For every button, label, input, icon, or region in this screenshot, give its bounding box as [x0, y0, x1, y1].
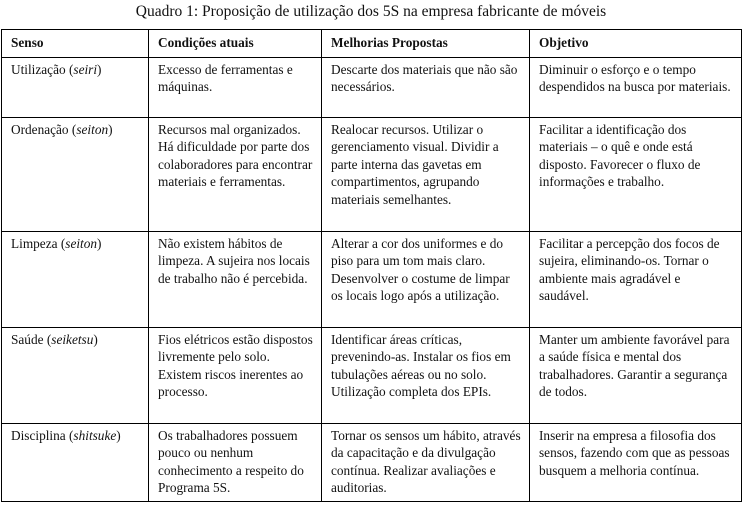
senso-name: Limpeza	[11, 236, 58, 251]
cell-condicoes: Os trabalhadores possuem pouco ou nenhum conhecimento a respeito do Programa 5S.	[149, 424, 322, 502]
cell-melhorias: Identificar áreas críticas, prevenindo-as. Instalar os fios em tubulações aéreas ou no solo. Utilização completa dos EPIs.	[322, 328, 530, 424]
table-header-row	[2, 30, 742, 58]
cell-senso: Utilização (seiri)	[2, 58, 149, 118]
senso-term: seiketsu	[51, 332, 94, 347]
cell-senso: Disciplina (shitsuke)	[2, 424, 149, 502]
cell-condicoes: Excesso de ferramentas e máquinas.	[149, 58, 322, 118]
senso-name: Saúde	[11, 332, 44, 347]
header-senso: Senso	[2, 30, 149, 58]
senso-term: seiton	[76, 122, 109, 137]
cell-condicoes: Fios elétricos estão dispostos livremente pelo solo. Existem riscos inerentes ao processo.	[149, 328, 322, 424]
table-row	[2, 232, 742, 328]
table-row	[2, 328, 742, 424]
header-objetivo: Objetivo	[530, 30, 742, 58]
table-caption: Quadro 1: Proposição de utilização dos 5S na empresa fabricante de móveis	[135, 3, 607, 20]
cell-senso: Saúde (seiketsu)	[2, 328, 149, 424]
cell-objetivo: Diminuir o esforço e o tempo despendidos na busca por materiais.	[530, 58, 742, 118]
cell-objetivo: Manter um ambiente favorável para a saúde física e mental dos trabalhadores. Garantir a segurança de todos.	[530, 328, 742, 424]
cell-objetivo: Facilitar a percepção dos focos de sujeira, eliminando-os. Tornar o ambiente mais agradável e saudável.	[530, 232, 742, 328]
cell-objetivo: Inserir na empresa a filosofia dos sensos, fazendo com que as pessoas busquem a melhoria contínua.	[530, 424, 742, 502]
table-row	[2, 118, 742, 232]
header-melhorias-propostas: Melhorias Propostas	[322, 30, 530, 58]
senso-term: shitsuke	[73, 428, 117, 443]
cell-senso: Ordenação (seiton)	[2, 118, 149, 232]
cell-melhorias: Alterar a cor dos uniformes e do piso para um tom mais claro. Desenvolver o costume de limpar os locais logo após a utilização.	[322, 232, 530, 328]
header-condicoes-atuais: Condições atuais	[149, 30, 322, 58]
senso-term: seiton	[65, 236, 98, 251]
senso-term: seiri	[73, 62, 98, 77]
senso-name: Ordenação	[11, 122, 69, 137]
table-row	[2, 424, 742, 502]
cell-condicoes: Não existem hábitos de limpeza. A sujeira nos locais de trabalho não é percebida.	[149, 232, 322, 328]
senso-name: Disciplina	[11, 428, 66, 443]
senso-name: Utilização	[11, 62, 66, 77]
table-row	[2, 58, 742, 118]
cell-condicoes: Recursos mal organizados. Há dificuldade por parte dos colaboradores para encontrar materiais e ferramentas.	[149, 118, 322, 232]
cell-melhorias: Realocar recursos. Utilizar o gerenciamento visual. Dividir a parte interna das gavetas em compartimentos, agrupando materiais semelhantes.	[322, 118, 530, 232]
cell-melhorias: Descarte dos materiais que não são necessários.	[322, 58, 530, 118]
cell-senso: Limpeza (seiton)	[2, 232, 149, 328]
cell-objetivo: Facilitar a identificação dos materiais – o quê e onde está disposto. Favorecer o fluxo de informações e trabalho.	[530, 118, 742, 232]
cell-melhorias: Tornar os sensos um hábito, através da capacitação e da divulgação contínua. Realizar avaliações e auditorias.	[322, 424, 530, 502]
5s-proposal-table	[1, 29, 742, 502]
